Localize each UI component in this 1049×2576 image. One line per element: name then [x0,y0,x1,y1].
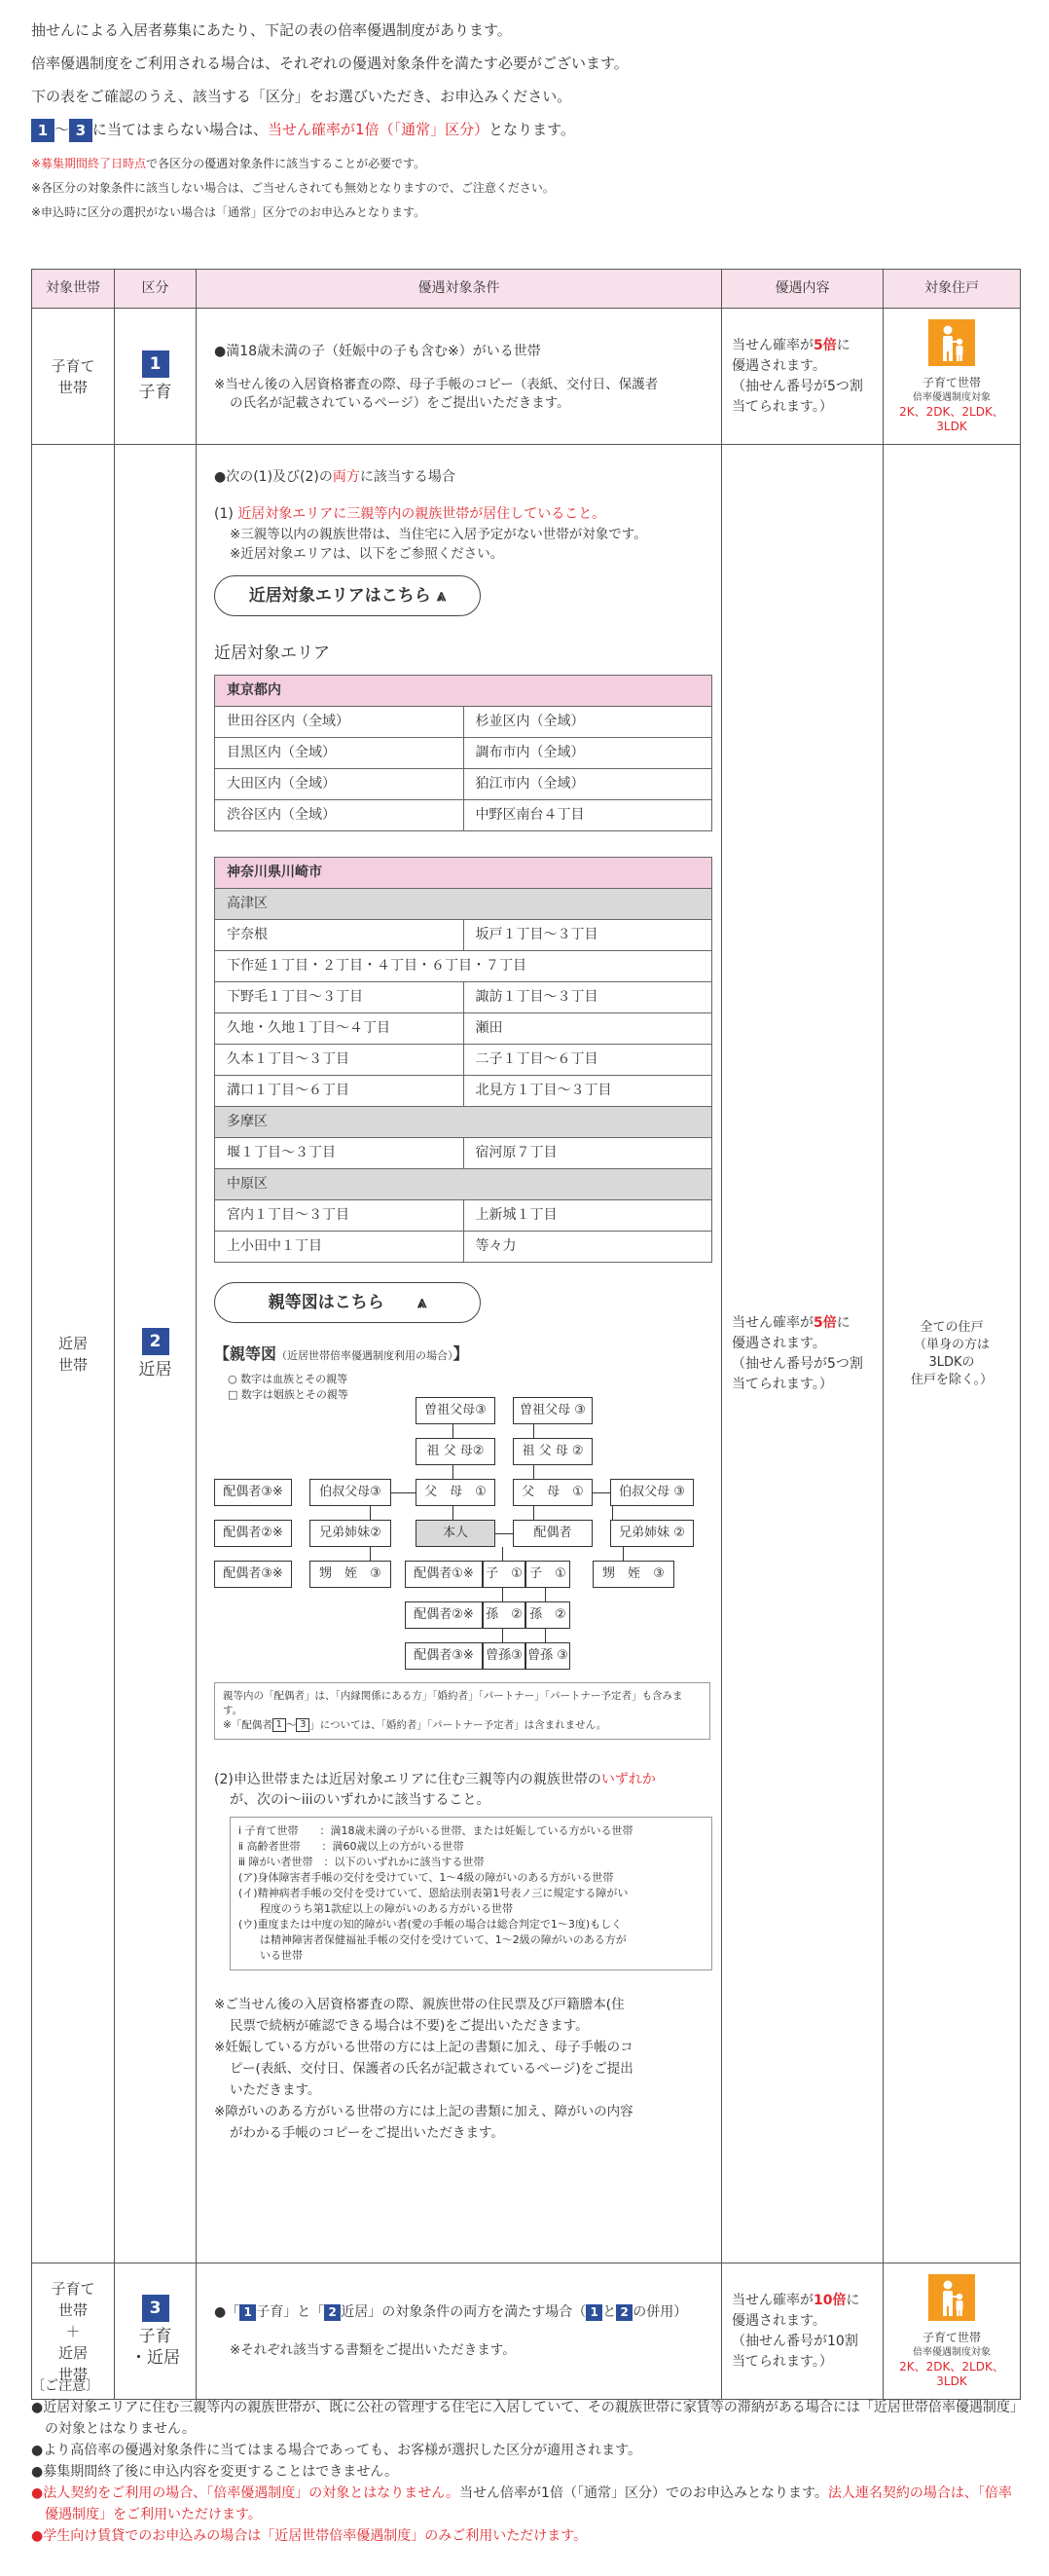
row2-cond1-note-2: ※近居対象エリアは、以下をご参照ください。 [230,546,504,562]
row2-unit-3: 3LDKの [928,1354,975,1370]
category-badge-2: 2 [324,2304,341,2321]
row2-benefit-2: に [836,1314,850,1331]
row3-benefit-2: に [846,2292,860,2308]
area-cell: 目黒区内（全域） [215,738,464,769]
row2-benefit-5: 当てられます。） [732,1376,833,1392]
node-spouse-2: 配偶者②※ [214,1520,292,1547]
row1-benefit-2: に [836,337,850,353]
area-cell: 宮内１丁目～３丁目 [215,1200,464,1232]
kinship-chart [214,1366,720,1682]
spouse-degree-badge: 1 [272,1718,286,1732]
row3-category-label-2: ・近居 [130,2347,180,2368]
node-parents-inlaw: 父 母 ① [513,1479,593,1506]
node-spouse-3: 配偶者③※ [405,1642,483,1670]
intro-line-3: 下の表をご確認のうえ、該当する「区分」をお選びいただき、お申込みください。 [31,88,572,105]
child-rearing-family-icon [928,319,975,366]
row1-household-line-2: 世帯 [57,378,88,396]
row1-benefit-rate: 5倍 [814,337,837,353]
category-badge-3: 3 [69,119,92,142]
row3-household-line-3: 近居 [57,2343,88,2362]
doc-note-b3: いただきます。 [230,2082,321,2098]
row2-cond1-highlight: 近居対象エリアに三親等内の親族世帯が居住していること。 [237,506,606,522]
row3-cond-b: 子育」と「 [256,2304,325,2321]
node-siblings-inlaw: 兄弟姉妹 ② [610,1520,694,1547]
area-cell: 宇奈根 [215,920,464,951]
node-uncle-aunt-inlaw: 伯叔父母 ③ [610,1479,694,1506]
area-cell: 下野毛１丁目～３丁目 [215,982,464,1013]
row3-cond-a: ●「 [214,2304,240,2321]
household-type-box [230,1817,712,1970]
node-grandchild: 孫 ② [483,1601,525,1629]
area-cell: 久地・久地１丁目～４丁目 [215,1013,464,1045]
row-child-rearing [32,309,1021,445]
row2-benefit-rate: 5倍 [814,1314,837,1331]
header-condition: 優遇対象条件 [197,270,722,309]
caution-item-4-red-2: 法人連名契約の場合は、「倍率優遇制度」をご利用いただけます。 [45,2485,1012,2522]
row2-household [32,445,115,2263]
kinship-note-1: 親等内の「配偶者」は、「内縁関係にある方」「婚約者」「パートナー」「パートナー予定者」も含みます。 [223,1690,683,1716]
kawasaki-header: 神奈川県川崎市 [215,858,712,889]
area-cell: 瀬田 [463,1013,712,1045]
row1-unit-types-2: 3LDK [936,419,967,433]
household-type-line: は精神障害者保健福祉手帳の交付を受けていて、1～2級の障がいのある方が [238,1933,627,1946]
range-separator: ～ [54,121,70,138]
legend-inlaw: □ 数字は姻族とその親等 [228,1388,348,1401]
node-grandparents: 祖 父 母② [416,1438,495,1465]
kinship-note-2-b: 」については、「婚約者」「パートナー予定者」は含まれません。 [309,1719,607,1731]
area-cell: 世田谷区内（全域） [215,707,464,738]
row-near-residence [32,445,1021,2263]
category-badge-2: 2 [616,2304,633,2321]
node-spouse-2: 配偶者②※ [405,1601,483,1629]
kinship-chart-toggle-button[interactable]: 親等図はこちら ⩓ [214,1282,481,1323]
tama-header: 多摩区 [215,1107,712,1138]
row3-category-label-1: 子育 [138,2326,172,2346]
node-great-grandchild-inlaw: 曾孫 ③ [525,1642,570,1670]
area-cell: 二子１丁目～６丁目 [463,1045,712,1076]
intro-note-2: ※各区分の対象条件に該当しない場合は、ご当せんされても無効となりますので、ご注意ください。 [31,181,555,195]
header-units: 対象住戸 [884,270,1021,309]
row1-benefit-5: 当てられます。） [732,398,833,415]
intro-line-4-end: となります。 [488,121,575,138]
takatsu-header: 高津区 [215,889,712,920]
row1-benefit-3: 優遇されます。 [732,357,826,374]
row1-unit-types-1: 2K、2DK、2LDK、 [899,404,1004,419]
area-cell: 渋谷区内（全域） [215,800,464,831]
row1-units [884,309,1021,445]
spouse-degree-badge: 3 [296,1718,309,1732]
header-household: 対象世帯 [32,270,115,309]
area-cell: 上小田中１丁目 [215,1232,464,1263]
row1-benefit-4: （抽せん番号が5つ割 [732,378,863,394]
doc-note-b2: ピー(表紙、交付日、保護者の氏名が記載されているページ)をご提出 [230,2061,633,2077]
row3-cond-d: と [602,2304,617,2321]
area-cell: 宿河原７丁目 [463,1138,712,1169]
row2-documents-notes [214,1994,707,2144]
household-type-line: ⅰ 子育て世帯 ：満18歳未満の子がいる世帯、または妊娠している方がいる世帯 [238,1824,633,1837]
intro-note-3: ※申込時に区分の選択がない場合は「通常」区分でのお申込みとなります。 [31,205,426,219]
caution-item-2: ●より高倍率の優遇対象条件に当てはまる場合であっても、お客様が選択した区分が適用されます。 [31,2443,641,2458]
caution-item-4-red: ●法人契約をご利用の場合、「倍率優遇制度」の対象とはなりません。 [31,2485,460,2501]
area-cell: 上新城１丁目 [463,1200,712,1232]
row1-category-label: 子育 [138,382,172,402]
intro-section [31,14,1024,225]
kinship-title-end: 】 [452,1344,469,1363]
intro-note-1-rest: で各区分の優遇対象条件に該当することが必要です。 [146,157,426,170]
doc-note-c2: がわかる手帳のコピーをご提出いただきます。 [230,2125,504,2141]
row2-cond1-prefix: (1) [214,506,238,522]
row3-household-plus: ＋ [65,2322,81,2340]
area-cell: 下作延１丁目・２丁目・４丁目・６丁目・７丁目 [215,951,712,982]
row2-cond1 [214,503,707,525]
row3-cond-e: の併用） [633,2304,688,2321]
kinship-note-2 [223,1718,702,1733]
node-spouse-3: 配偶者③※ [214,1561,292,1588]
household-type-line: いる世帯 [238,1949,303,1962]
near-area-toggle-button[interactable]: 近居対象エリアはこちら ⩓ [214,575,481,616]
category-badge-3: 3 [142,2295,169,2322]
row2-cond2-a: (2)申込世帯または近居対象エリアに住む三親等内の親族世帯の [214,1772,601,1787]
area-title: 近居対象エリア [214,644,330,663]
row2-lead-b: に該当する場合 [359,469,455,485]
row3-benefit-1: 当せん確率が [732,2292,814,2308]
node-spouse-1: 配偶者①※ [405,1561,483,1588]
row3-household-line-1: 子育て [51,2279,95,2298]
row2-lead-a: ●次の(1)及び(2)の [214,469,333,485]
row3-household-line-2: 世帯 [57,2300,88,2319]
caution-title: 〔ご注意〕 [31,2378,99,2394]
row2-cond2 [214,1769,707,1790]
kinship-note-2-sep: ～ [285,1719,297,1731]
caution-item-4-mid: 当せん倍率が1倍（「通常」区分）でのお申込みとなります。 [459,2485,828,2501]
area-cell: 溝口１丁目～６丁目 [215,1076,464,1107]
row1-condition-main: ●満18歳未満の子（妊娠中の子も含む※）がいる世帯 [214,343,541,359]
tokyo-header: 東京都内 [215,676,712,707]
area-cell: 坂戸１丁目～３丁目 [463,920,712,951]
caution-item-3: ●募集期間終了後に申込内容を変更することはできません。 [31,2464,399,2480]
category-badge-1: 1 [586,2304,602,2321]
household-type-line: (ウ)重度または中度の知的障がい者(愛の手帳の場合は総合判定で1～3度)もしく [238,1918,623,1931]
kinship-legend [228,1372,348,1403]
node-siblings: 兄弟姉妹② [309,1520,391,1547]
kinship-note-2-a: ※「配偶者 [223,1719,272,1731]
category-badge-1: 1 [31,119,54,142]
row3-unit-label: 子育て世帯 [922,2330,981,2344]
header-benefit: 優遇内容 [722,270,884,309]
caution-item-4 [31,2483,1024,2525]
area-cell: 北見方１丁目～３丁目 [463,1076,712,1107]
node-grandparents-inlaw: 祖 父 母 ② [513,1438,593,1465]
row2-benefit-3: 優遇されます。 [732,1335,826,1351]
caution-section [31,2375,1024,2547]
area-cell: 狛江市内（全域） [463,769,712,800]
row2-unit-2: （単身の方は [913,1337,990,1352]
row1-unit-small: 倍率優遇制度対象 [913,391,991,403]
intro-line-4-highlight: 当せん確率が1倍（「通常」区分） [268,121,489,138]
row3-unit-types-2: 3LDK [936,2374,967,2388]
category-badge-1: 1 [142,350,169,378]
intro-note-1 [31,152,1024,176]
row1-condition-note-2: の氏名が記載されているページ）をご提出いただきます。 [230,394,570,411]
nakahara-header: 中原区 [215,1169,712,1200]
row1-household-line-1: 子育て [51,356,95,375]
row3-cond-c: 近居」の対象条件の両方を満たす場合（ [341,2304,587,2321]
kinship-title-main: 【親等図 [214,1344,277,1363]
row1-benefit [722,309,884,445]
intro-line-4-mid: に当てはまらない場合は、 [92,121,269,138]
row2-cond1-note-1: ※三親等以内の親族世帯は、当住宅に入居予定がない世帯が対象です。 [230,527,647,542]
row2-lead [214,466,707,488]
node-spouse-3: 配偶者③※ [214,1479,292,1506]
row3-condition-main [214,2301,707,2323]
area-cell: 調布市内（全域） [463,738,712,769]
header-category: 区分 [115,270,197,309]
row2-cond2-highlight: いずれか [600,1772,656,1787]
household-type-line: ⅲ 障がい者世帯 ：以下のいずれかに該当する世帯 [238,1856,485,1868]
row3-unit-small: 倍率優遇制度対象 [913,2346,991,2358]
row3-benefit-5: 当てられます。） [732,2353,833,2370]
household-type-line: (ア)身体障害者手帳の交付を受けていて、1～4級の障がいのある方がいる世帯 [238,1871,614,1884]
household-type-line: 程度のうち第1款症以上の障がいのある方がいる世帯 [238,1902,513,1915]
intro-note-1-highlight: ※募集期間終了日時点 [31,157,147,170]
row1-unit-label: 子育て世帯 [922,375,981,389]
node-child: 子 ① [483,1561,525,1588]
kawasaki-area-table [214,857,712,1263]
kinship-title-small: （近居世帯倍率優遇制度利用の場合） [276,1349,453,1362]
kinship-note-box [214,1682,710,1740]
area-cell: 等々力 [463,1232,712,1263]
intro-line-1: 抽せんによる入居者募集にあたり、下記の表の倍率優遇制度があります。 [31,21,512,39]
node-uncle-aunt: 伯叔父母③ [309,1479,391,1506]
row2-unit-1: 全ての住戸 [920,1319,984,1335]
category-badge-2: 2 [142,1328,169,1355]
row2-category [115,445,197,2263]
household-type-line: (イ)精神病者手帳の交付を受けていて、恩給法別表第1号表ノ三に規定する障がい [238,1887,629,1899]
row3-benefit-rate: 10倍 [814,2292,847,2308]
row1-category [115,309,197,445]
node-great-grandparents-inlaw: 曽祖父母 ③ [513,1397,593,1424]
row2-condition [197,445,722,2263]
row2-household-line-2: 世帯 [57,1355,88,1374]
doc-note-a1: ※ご当せん後の入居資格審査の際、親族世帯の住民票及び戸籍謄本(住 [214,1997,625,2012]
node-child-inlaw: 子 ① [525,1561,570,1588]
area-cell: 大田区内（全域） [215,769,464,800]
area-cell: 杉並区内（全域） [463,707,712,738]
category-badge-1: 1 [239,2304,256,2321]
row2-units [884,445,1021,2263]
row2-category-label: 近居 [138,1359,172,1380]
node-nephew-niece: 甥 姪 ③ [309,1561,391,1588]
kinship-title [214,1343,707,1366]
row2-household-line-1: 近居 [57,1334,88,1352]
intro-line-4 [31,113,1024,146]
doc-note-a2: 民票で続柄が確認できる場合は不要)をご提出いただきます。 [230,2018,589,2034]
child-rearing-family-icon [928,2274,975,2321]
household-type-line: ⅱ 高齢者世帯 ：満60歳以上の方がいる世帯 [238,1840,464,1853]
row2-unit-4: 住戸を除く。） [910,1372,994,1387]
row3-household-line-4: 世帯 [57,2365,88,2383]
area-cell: 諏訪１丁目～３丁目 [463,982,712,1013]
node-self: 本人 [416,1520,495,1547]
preference-table [31,269,1021,2400]
row3-unit-types-1: 2K、2DK、2LDK、 [899,2359,1004,2374]
node-great-grandparents: 曽祖父母③ [416,1397,495,1424]
node-great-grandchild: 曾孫③ [483,1642,525,1670]
caution-item-1: ●近居対象エリアに住む三親等内の親族世帯が、既に公社の管理する住宅に入居していて、その親族世帯に家賃等の滞納がある場合には「近居世帯倍率優遇制度」の対象とはなりません。 [31,2400,1024,2437]
row2-benefit [722,445,884,2263]
node-nephew-niece-inlaw: 甥 姪 ③ [593,1561,674,1588]
row1-condition [197,309,722,445]
row3-benefit-3: 優遇されます。 [732,2312,826,2329]
row2-benefit-4: （抽せん番号が5つ割 [732,1355,863,1372]
caution-item-5: ●学生向け賃貸でのお申込みの場合は「近居世帯倍率優遇制度」のみご利用いただけます。 [31,2528,588,2544]
row2-benefit-1: 当せん確率が [732,1314,814,1331]
row2-cond2-b: が、次のi～iiiのいずれかに該当すること。 [230,1792,490,1808]
node-parents: 父 母 ① [416,1479,495,1506]
legend-blood: ○ 数字は血族とその親等 [228,1373,348,1385]
row1-benefit-1: 当せん確率が [732,337,814,353]
row1-household [32,309,115,445]
area-cell: 久本１丁目～３丁目 [215,1045,464,1076]
row3-condition-note: ※それぞれ該当する書類をご提出いただきます。 [230,2342,516,2359]
row1-condition-note-1: ※当せん後の入居資格審査の際、母子手帳のコピー（表紙、交付日、保護者 [214,376,659,392]
row2-lead-highlight: 両方 [332,469,360,485]
node-spouse: 配偶者 [513,1520,593,1547]
tokyo-area-table [214,675,712,831]
area-cell: 堰１丁目～３丁目 [215,1138,464,1169]
node-grandchild-inlaw: 孫 ② [525,1601,570,1629]
doc-note-b1: ※妊娠している方がいる世帯の方には上記の書類に加え、母子手帳のコ [214,2040,633,2055]
area-cell: 中野区南台４丁目 [463,800,712,831]
row3-benefit-4: （抽せん番号が10割 [732,2333,858,2349]
intro-line-2: 倍率優遇制度をご利用される場合は、それぞれの優遇対象条件を満たす必要がございます。 [31,55,629,72]
doc-note-c1: ※障がいのある方がいる世帯の方には上記の書類に加え、障がいの内容 [214,2104,633,2119]
